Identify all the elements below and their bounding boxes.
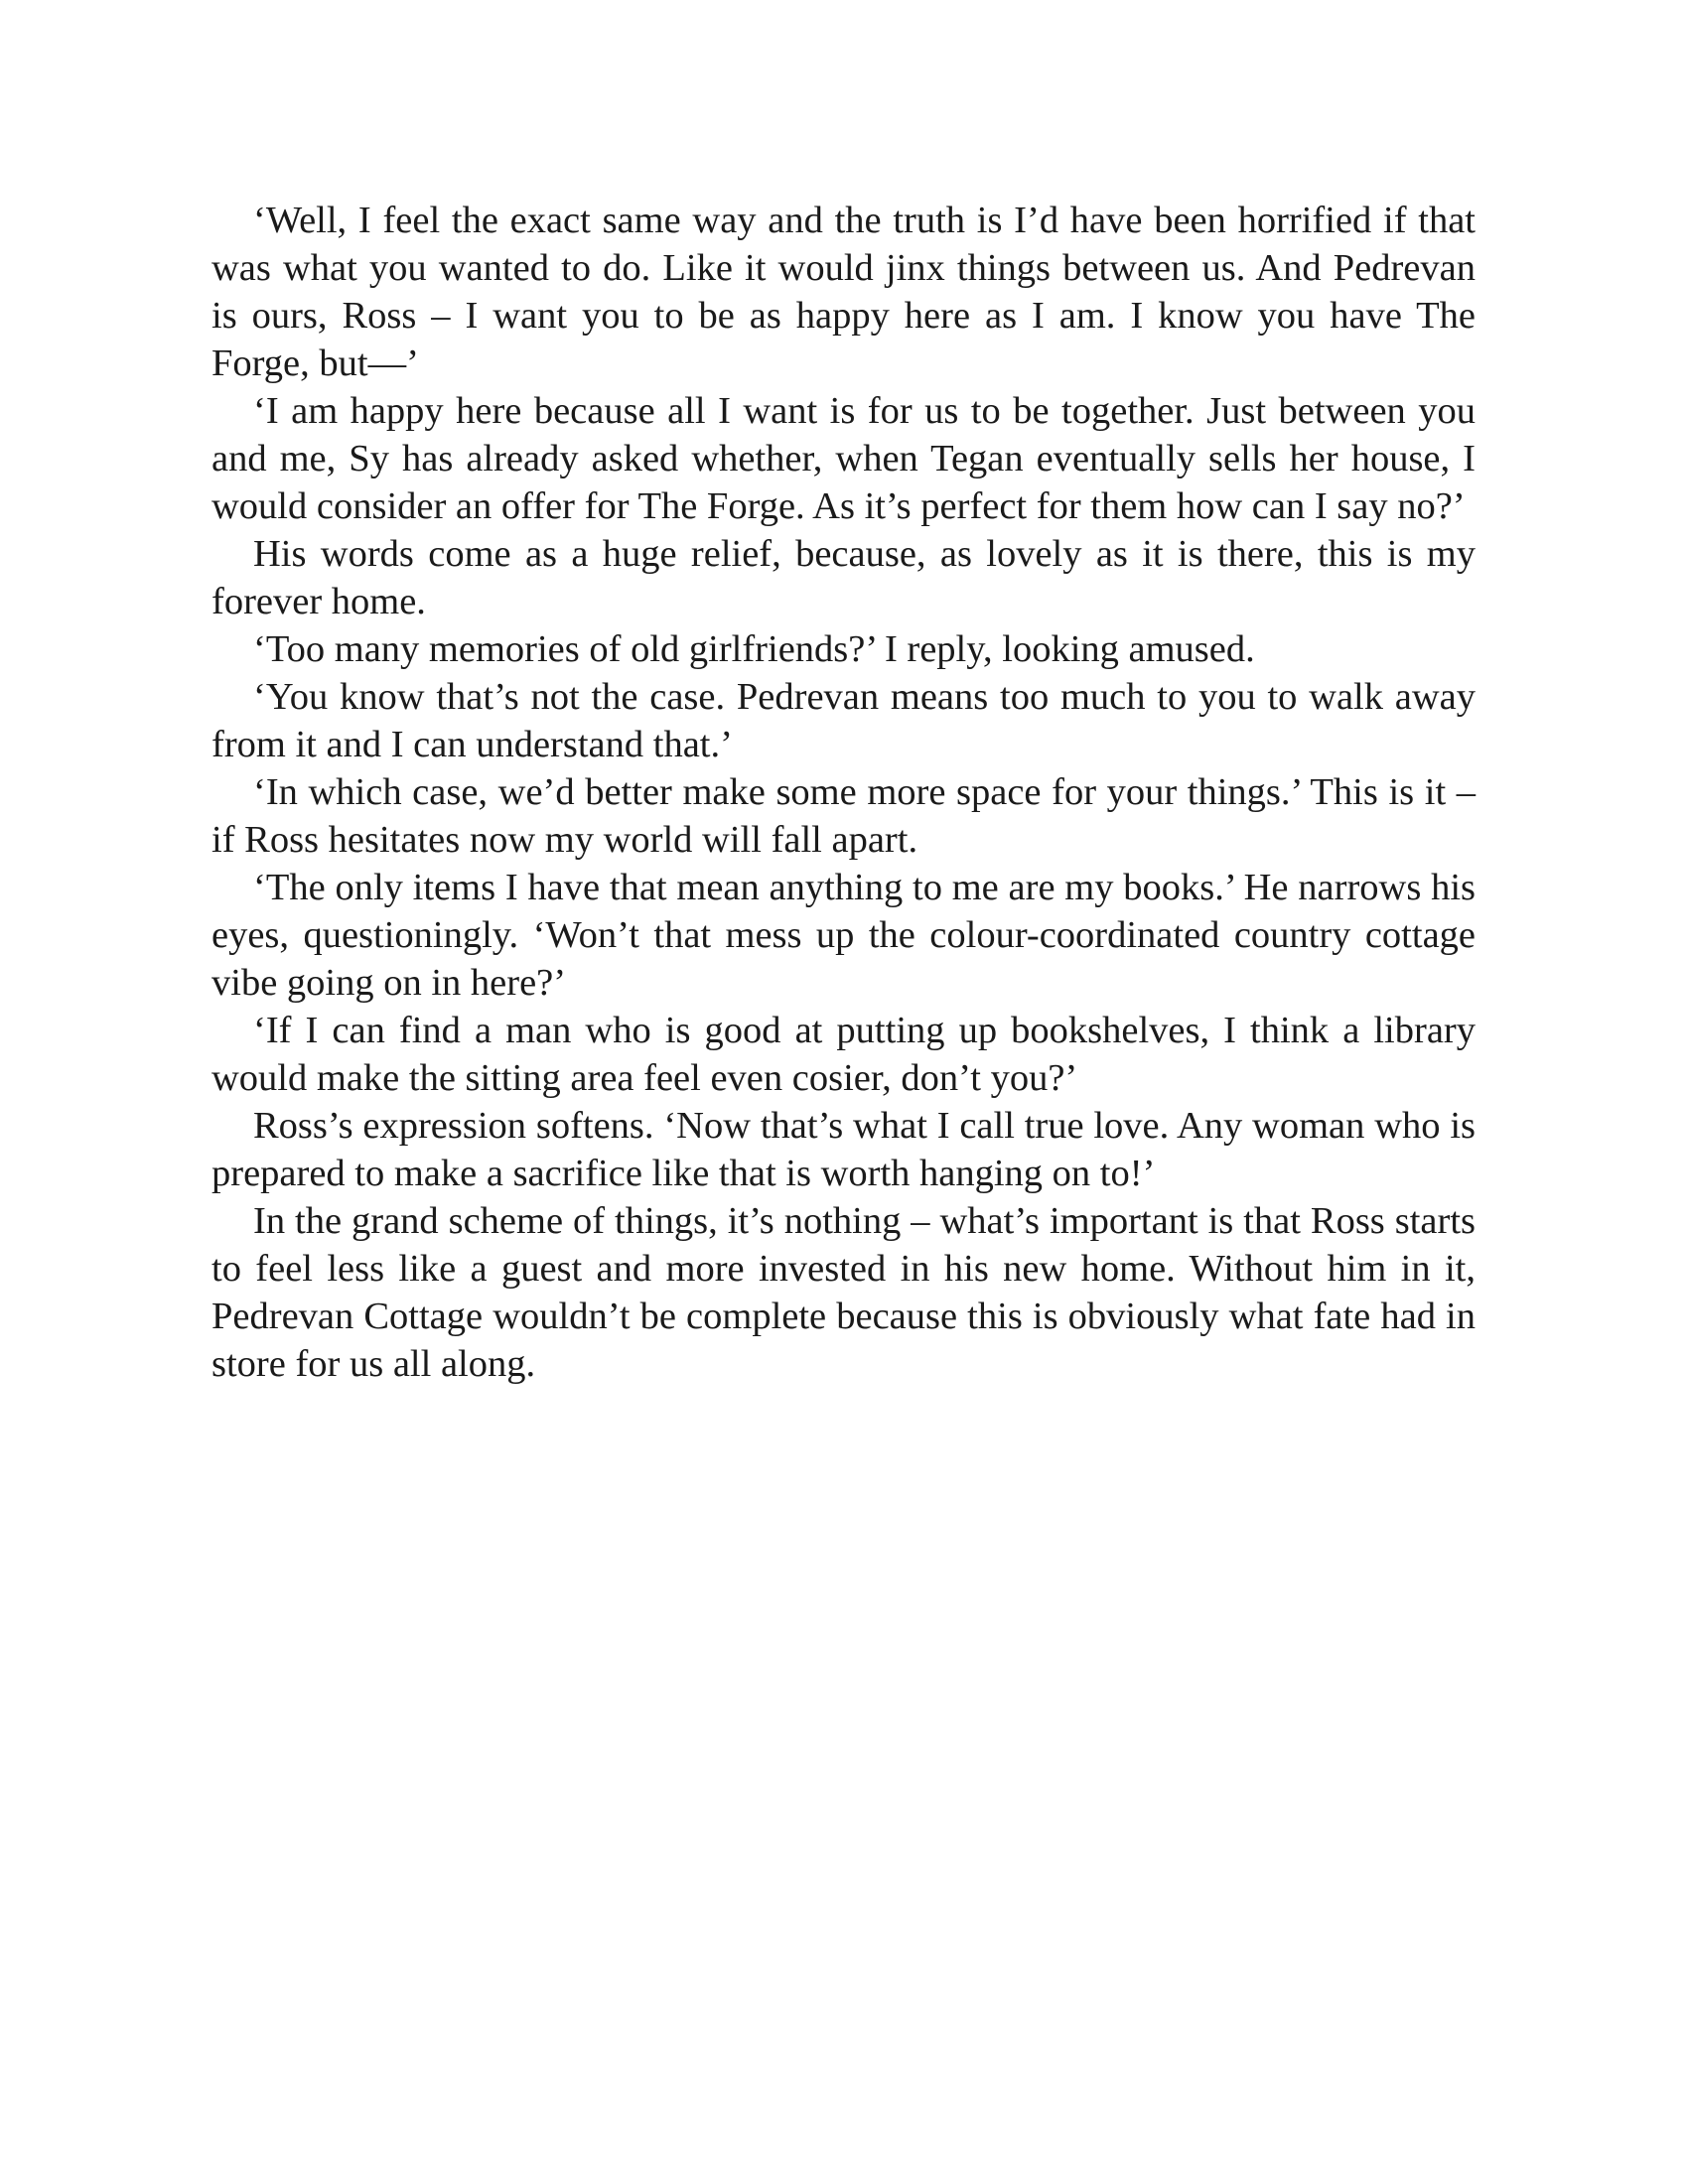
- page-body: [211, 197, 1476, 1388]
- paragraph: His words come as a huge relief, because, as lovely as it is there, this is my forever home.: [211, 533, 1476, 622]
- paragraph: ‘Well, I feel the exact same way and the truth is I’d have been horrified if that was what you wanted to do. Like it would jinx things between us. And Pedrevan is ours, Ross – I want you to be as happy here as I am. I know you have The Forge, but—’: [211, 200, 1476, 384]
- paragraph: Ross’s expression softens. ‘Now that’s what I call true love. Any woman who is prepared to make a sacrifice like that is worth hanging on to!’: [211, 1105, 1476, 1194]
- paragraph: ‘Too many memories of old girlfriends?’ I reply, looking amused.: [253, 628, 1255, 670]
- paragraph: ‘If I can find a man who is good at putting up bookshelves, I think a library would make the sitting area feel even cosier, don’t you?’: [211, 1010, 1476, 1099]
- paragraph: In the grand scheme of things, it’s nothing – what’s important is that Ross starts to feel less like a guest and more invested in his new home. Without him in it, Pedrevan Cottage wouldn’t be complete because this is obviously what fate had in store for us all along.: [211, 1200, 1476, 1385]
- paragraph: ‘The only items I have that mean anything to me are my books.’ He narrows his eyes, questioningly. ‘Won’t that mess up the colour-coordinated country cottage vibe going on in here?’: [211, 867, 1476, 1004]
- paragraph: ‘In which case, we’d better make some more space for your things.’ This is it – if Ross hesitates now my world will fall apart.: [211, 771, 1476, 861]
- paragraph: ‘I am happy here because all I want is for us to be together. Just between you and me, Sy has already asked whether, when Tegan eventually sells her house, I would consider an offer for The Forge. As it’s perfect for them how can I say no?’: [211, 390, 1476, 527]
- paragraph: ‘You know that’s not the case. Pedrevan means too much to you to walk away from it and I can understand that.’: [211, 676, 1476, 765]
